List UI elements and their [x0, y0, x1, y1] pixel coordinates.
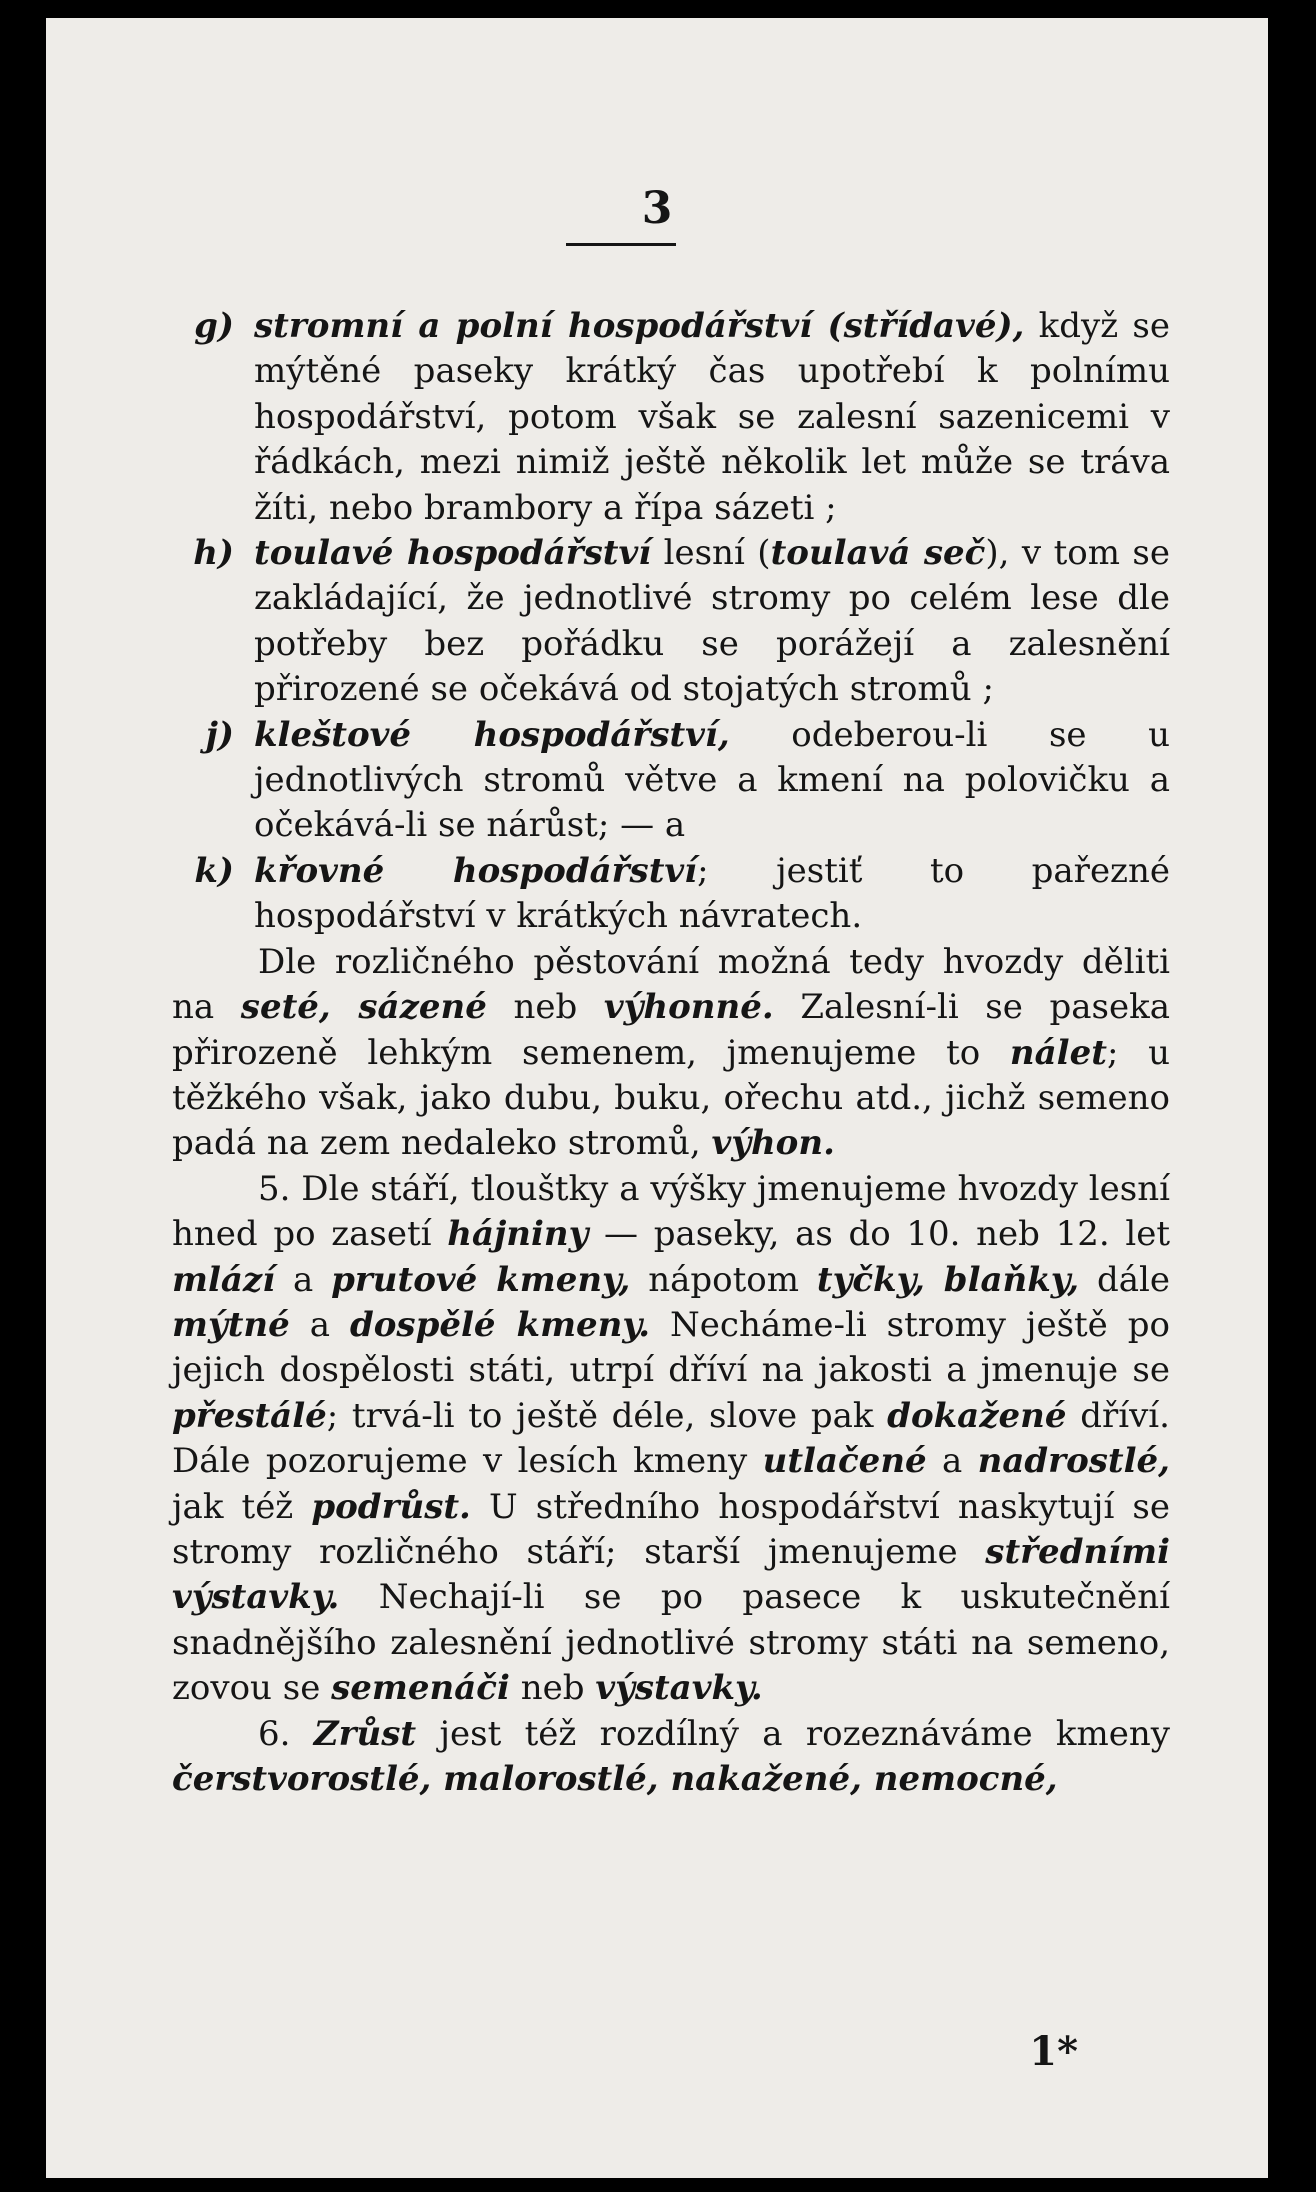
- paragraph-cultivation: Dle rozličného pěstování možná tedy hvozdy děliti na seté, sázené neb výhonné. Zalesní-li se paseka přirozeně lehkým semenem, jmenujeme to nálet; u těžkého však, jako dubu, buku, ořechu atd., jichž semeno padá na zem nedaleko stromů, výhon.: [172, 941, 1170, 1164]
- signature-mark: 1*: [1029, 2028, 1078, 2075]
- book-page: [46, 18, 1268, 2178]
- list-item-k: [172, 849, 1170, 940]
- page-body: [172, 304, 1170, 1802]
- term: toulavá seč: [770, 533, 986, 574]
- item-text: ), v tom se zakládající, že jednotlivé stromy po celém lese dle potřeby bez pořádku se porážejí a zalesnění přirozené se očekává od stojatých stromů ;: [254, 533, 1170, 710]
- item-text: když se mýtěné paseky krátký čas upotřebí k polnímu hospodářství, potom však se zalesní sazenicemi v řádkách, mezi nimiž ještě několik let může se tráva žíti, nebo brambory a řípa sázeti ;: [254, 306, 1170, 528]
- item-marker: k): [194, 850, 234, 891]
- page-number-rule: [566, 243, 676, 246]
- term: křovné hospodářství: [254, 850, 698, 891]
- list-item-g: [172, 304, 1170, 531]
- term: toulavé hospodářství: [254, 533, 652, 574]
- item-text: ; jestiť to pařezné hospodářství v krátkých návratech.: [254, 850, 1170, 937]
- item-marker: g): [194, 306, 234, 346]
- term: stromní a polní hospodářství (střídavé),: [254, 306, 1025, 346]
- item-marker: j): [205, 714, 234, 755]
- item-marker: h): [193, 533, 234, 574]
- term: kleštové hospodářství,: [254, 714, 730, 755]
- paragraph-growth: 6. Zrůst jest též rozdílný a rozeznáváme kmeny čerstvorostlé, malorostlé, nakažené, nemocné,: [172, 1713, 1170, 1799]
- item-text: lesní (: [651, 533, 771, 574]
- list-item-h: [172, 531, 1170, 713]
- list-item-j: [172, 713, 1170, 849]
- paragraph-age: 5. Dle stáří, tlouštky a výšky jmenujeme hvozdy lesní hned po zasetí hájniny — paseky, as do 10. neb 12. let mlází a prutové kmeny, nápotom tyčky, blaňky, dále mýtné a dospělé kmeny. Necháme-li stromy ještě po jejich dospělosti státi, utrpí dříví na jakosti a jmenuje se přestálé; trvá-li to ještě déle, slove pak dokažené dříví. Dále pozorujeme v lesích kmeny utlačené a nadrostlé, jak též podrůst. U středního hospodářství naskytují se stromy rozličného stáří; starší jmenujeme středními výstavky. Nechají-li se po pasece k uskutečnění snadnějšího zalesnění jednotlivé stromy státi na semeno, zovou se semenáči neb výstavky.: [172, 1168, 1171, 1709]
- item-text: odeberou-li se u jednotlivých stromů větve a kmení na polovičku a očekává-li se nárůst; — a: [254, 714, 1170, 846]
- page-number: 3: [641, 183, 673, 234]
